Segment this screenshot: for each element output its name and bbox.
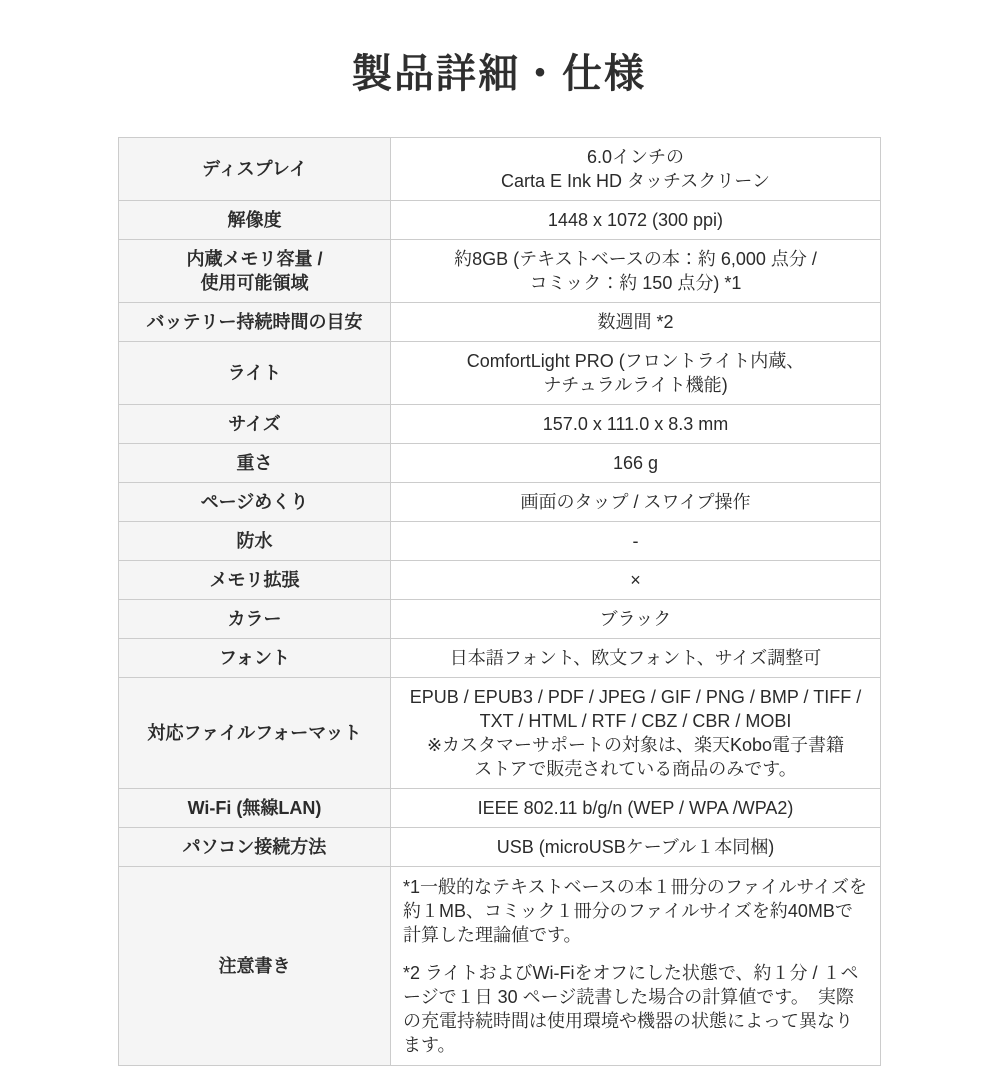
spec-value-cell: 画面のタップ / スワイプ操作 <box>391 483 881 522</box>
table-row <box>119 639 881 678</box>
spec-value-cell: 約8GB (テキストベースの本：約 6,000 点分 / コミック：約 150 点分) *1 <box>391 240 881 303</box>
spec-value-cell: EPUB / EPUB3 / PDF / JPEG / GIF / PNG / BMP / TIFF / TXT / HTML / RTF / CBZ / CBR / MOBI ※カスタマーサポートの対象は、楽天Kobo電子書籍 ストアで販売されている商品のみです。 <box>391 678 881 789</box>
table-row <box>119 201 881 240</box>
table-row <box>119 522 881 561</box>
spec-label-cell: ページめくり <box>119 483 391 522</box>
spec-label-cell: パソコン接続方法 <box>119 828 391 867</box>
spec-value-paragraph: *1一般的なテキストベースの本１冊分のファイルサイズを約１MB、コミック１冊分のファイルサイズを約40MBで計算した理論値です。 <box>403 877 867 945</box>
spec-label-cell: フォント <box>119 639 391 678</box>
spec-value-cell: USB (microUSBケーブル１本同梱) <box>391 828 881 867</box>
table-row <box>119 405 881 444</box>
table-row <box>119 303 881 342</box>
table-row <box>119 240 881 303</box>
spec-label-cell: バッテリー持続時間の目安 <box>119 303 391 342</box>
spec-label-cell: カラー <box>119 600 391 639</box>
spec-label-cell: 対応ファイルフォーマット <box>119 678 391 789</box>
table-row <box>119 678 881 789</box>
spec-label-cell: ディスプレイ <box>119 138 391 201</box>
page-title: 製品詳細・仕様 <box>352 52 646 96</box>
spec-value-cell: 数週間 *2 <box>391 303 881 342</box>
table-row <box>119 561 881 600</box>
spec-label-cell: Wi-Fi (無線LAN) <box>119 789 391 828</box>
spec-label-cell: 注意書き <box>119 867 391 1066</box>
spec-value-cell: 157.0 x 111.0 x 8.3 mm <box>391 405 881 444</box>
spec-value-cell: × <box>391 561 881 600</box>
table-row <box>119 483 881 522</box>
table-row <box>119 789 881 828</box>
spec-value-cell <box>391 867 881 1066</box>
spec-value-cell: ComfortLight PRO (フロントライト内蔵、 ナチュラルライト機能) <box>391 342 881 405</box>
spec-value-paragraph: *2 ライトおよびWi-Fiをオフにした状態で、約１分 / １ページで１日 30 ページ読書した場合の計算値です。 実際の充電持続時間は使用環境や機器の状態によって異なります。 <box>403 963 859 1055</box>
spec-value-cell: 日本語フォント、欧文フォント、サイズ調整可 <box>391 639 881 678</box>
spec-label-cell: ライト <box>119 342 391 405</box>
table-row <box>119 342 881 405</box>
spec-label-cell: 重さ <box>119 444 391 483</box>
spec-label-cell: サイズ <box>119 405 391 444</box>
table-row <box>119 444 881 483</box>
table-row <box>119 867 881 1066</box>
spec-value-cell: 166 g <box>391 444 881 483</box>
spec-label-cell: 防水 <box>119 522 391 561</box>
spec-label-cell: 内蔵メモリ容量 / 使用可能領域 <box>119 240 391 303</box>
table-row <box>119 600 881 639</box>
spec-label-cell: メモリ拡張 <box>119 561 391 600</box>
spec-table <box>118 137 881 1066</box>
spec-table-body <box>119 138 881 1066</box>
table-row <box>119 138 881 201</box>
spec-label-cell: 解像度 <box>119 201 391 240</box>
spec-value-cell: - <box>391 522 881 561</box>
spec-value-cell: 6.0インチの Carta E Ink HD タッチスクリーン <box>391 138 881 201</box>
table-row <box>119 828 881 867</box>
spec-value-cell: 1448 x 1072 (300 ppi) <box>391 201 881 240</box>
spec-value-cell: IEEE 802.11 b/g/n (WEP / WPA /WPA2) <box>391 789 881 828</box>
spec-value-cell: ブラック <box>391 600 881 639</box>
